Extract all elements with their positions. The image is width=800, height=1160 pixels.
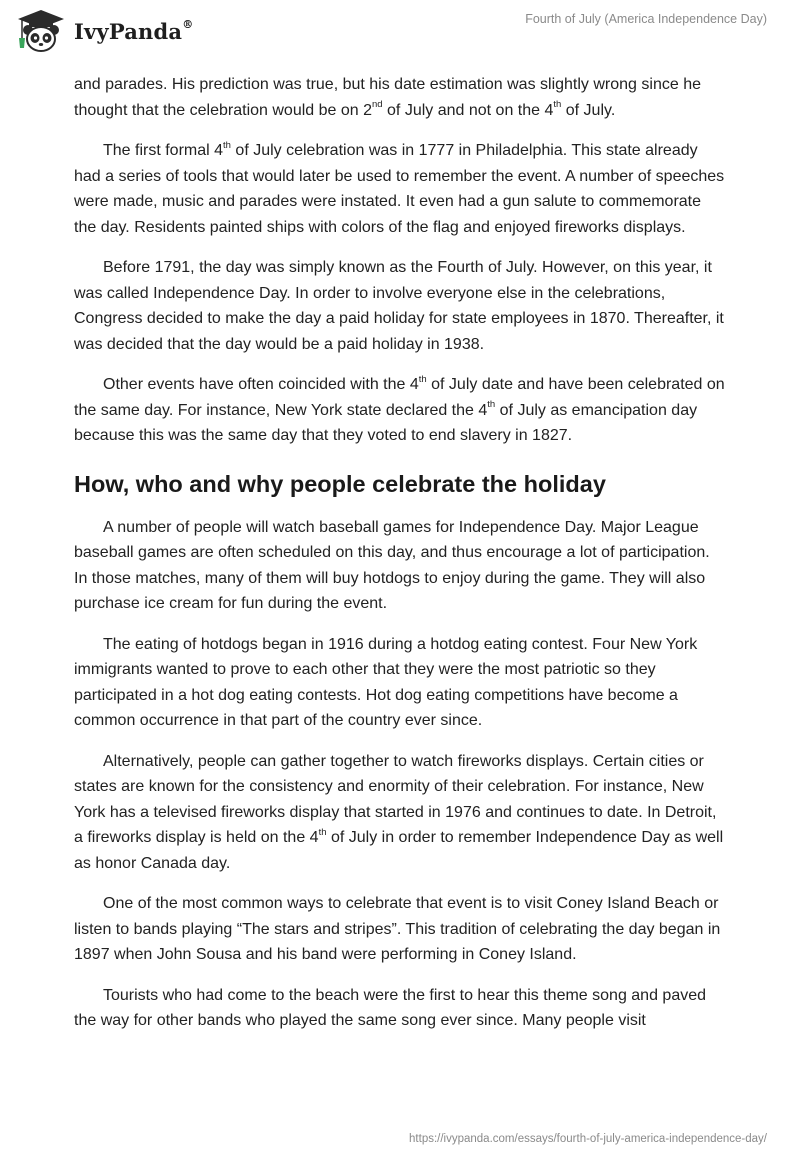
source-url[interactable]: https://ivypanda.com/essays/fourth-of-july-america-independence-day/ — [409, 1133, 767, 1145]
paragraph: One of the most common ways to celebrate that event is to visit Coney Island Beach or listen to bands playing “The stars and stripes”. This tradition of celebrating the day began in 1897 when John Sousa and his band were performing in Coney Island. — [74, 895, 721, 963]
paragraph: and parades. His prediction was true, but his date estimation was slightly wrong since he thought that the celebration would be on 2nd of July and not on the 4th of July. — [74, 76, 701, 119]
essay-body — [74, 72, 726, 1049]
section-heading: How, who and why people celebrate the holiday — [74, 470, 606, 497]
paragraph: The eating of hotdogs began in 1916 during a hotdog eating contest. Four New York immigrants wanted to prove to each other that they were the most patriotic so they participated in a hot dog eating contests. Hot dog eating competitions have become a common occurrence in that part of the country ever since. — [74, 635, 698, 729]
ivypanda-logo[interactable] — [14, 8, 193, 54]
logo-wordmark: IvyPanda® — [74, 17, 194, 44]
paragraph: Other events have often coincided with the 4th of July date and have been celebrated on the same day. For instance, New York state declared the 4th of July as emancipation day because this was the same day that they voted to end slavery in 1827. — [74, 373, 725, 444]
panda-graduate-icon — [14, 8, 68, 54]
paragraph: Before 1791, the day was simply known as the Fourth of July. However, on this year, it was called Independence Day. In order to involve everyone else in the celebrations, Congress decided to make the day a paid holiday for state employees in 1870. Thereafter, it was decided that the day would be a paid holiday in 1938. — [74, 259, 724, 353]
document-title: Fourth of July (America Independence Day) — [525, 12, 767, 26]
registered-mark: ® — [182, 17, 194, 31]
paragraph: Alternatively, people can gather together to watch fireworks displays. Certain cities or states are known for the consistency and enormity of their celebration. For instance, New York has a televised fireworks display that started in 1976 and continues to date. In Detroit, a fireworks display is held on the 4th of July in order to remember Independence Day as well as honor Canada day. — [74, 752, 724, 872]
page-header — [0, 0, 800, 70]
paragraph: Tourists who had come to the beach were the first to hear this theme song and paved the way for other bands who played the same song ever since. Many people visit — [74, 986, 707, 1029]
paragraph: The first formal 4th of July celebration was in 1777 in Philadelphia. This state already had a series of tools that would later be used to remember the event. A number of speeches were made, music and parades were instated. It even had a gun salute to commemorate the day. Residents painted ships with colors of the flag and enjoyed fireworks displays. — [74, 139, 725, 236]
paragraph: A number of people will watch baseball games for Independence Day. Major League baseball games are often scheduled on this day, and thus encourage a lot of participation. In those matches, many of them will buy hotdogs to enjoy during the game. They will also purchase ice cream for fun during the event. — [74, 518, 710, 612]
